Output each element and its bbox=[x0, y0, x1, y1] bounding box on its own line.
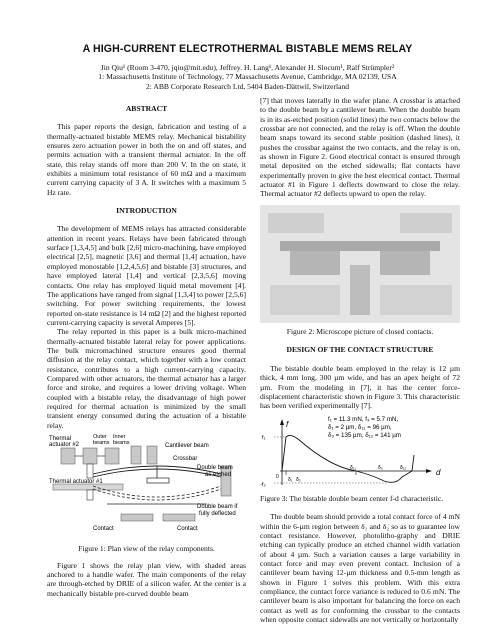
figure-3-caption: Figure 3: The bistable double beam center f-d characteristic. bbox=[260, 493, 444, 503]
label-d3: δ₃ bbox=[378, 464, 383, 471]
label-d12: δ₁₂ bbox=[400, 464, 407, 471]
contact-right bbox=[163, 514, 195, 521]
intro-paragraph-2: The relay reported in this paper is a bulk micro-machined thermally-actuated bistable lateral relay for power applications. The bulk micromachined structure ensures good thermal diffusion at the relay contact, which together with a low contact resistance, contributes to a high current-carrying capacity. Compared with other actuators, the thermal actuator has a larger force and stroke, and requires a lower driving voltage. When coupled with a bistable relay, the disadvantage of high power required for thermal actuation is minimized by the small transient energy consumed during the actuation of a bistable relay. bbox=[47, 327, 246, 430]
abstract-text: This paper reports the design, fabrication and testing of a thermally-actuated bistable MEMS relay. Mechanical bistability ensures zero actuation power in both the on and off states, and permits actuation with a transient thermal actuator. In the off state, this relay stands off more than 200 V. In the on state, it exhibits a minimum total resistance of 60 mΩ and a maximum current carrying capacity of 3 A. It switches with a maximum 5 Hz rate. bbox=[47, 122, 246, 197]
axis-label-f: f bbox=[286, 419, 289, 429]
fig3-equation-3: δ₃ = 135 µm, δ₁₂ = 141 µm bbox=[328, 431, 401, 439]
photo-structure bbox=[400, 213, 452, 233]
intro-paragraph-1: The development of MEMS relays has attracted considerable attention in recent years. Relays have been fabricated through surface [1,3,4,5] and bulk [2,6] micro-machining, have employed electrical [2,5], magnetic [3,6] and thermal [1,4] actuation, have employed monostable [1,2,4,5,6] and bistable [3] structures, and have employed lateral [1,4] and vertical [2,3,5,6] moving contacts. One relay has employed liquid metal movement [4]. The applications have ranged from signal [1,3,4] to power [2,5,6] switching. For power switching requirements, the lowest reported on-state resistance is 14 mΩ [2] and the highest reported current-carrying capacity is several Amperes [5]. bbox=[47, 224, 246, 327]
figure-2-caption: Figure 2: Microscope picture of closed contacts. bbox=[286, 327, 434, 337]
actuator-shuttle bbox=[87, 490, 93, 500]
fig3-equation-1: f₁ = 11.3 mN, f₃ = 5.7 mN, bbox=[328, 415, 399, 423]
label-db-deflected: Double beam if bbox=[197, 504, 238, 510]
fig3-equation-2: δ₁ = 2 µm, δ₁₁ = 96 µm, bbox=[328, 423, 392, 431]
design-paragraph-2: The double beam should provide a total contact force of 4 mN within the 6-µm region between δ₁ and δ₂ so as to guarantee low contact resistance. However, photolitho-graphy and DRIE etching can typically produce an etched channel width variation of about 4 µm. Such a variation causes a large variability in contact force and may even prevent contact. Inclusion of a cantilever beam having 12-µm thickness and 0.5-mm length as shown in Figure 1 solves this problem. With this extra compliance, the contact force variance is reduced to 0.6 mN. The cantilever beam is also important for balancing the force on each contact as well as for conforming the crossbar to the contacts when opposite contact sidewalls are not vertically or horizontally bbox=[260, 512, 460, 624]
design-heading: DESIGN OF THE CONTACT STRUCTURE bbox=[286, 345, 434, 355]
anchor-pad bbox=[105, 448, 119, 464]
crossbar bbox=[147, 478, 169, 483]
microscope-photo bbox=[260, 205, 460, 323]
figure-2 bbox=[260, 205, 460, 337]
axis-label-d: d bbox=[436, 467, 441, 477]
relay-plan-view-diagram bbox=[47, 434, 246, 542]
label-contact-right: Contact bbox=[177, 526, 198, 532]
right-column bbox=[260, 96, 460, 624]
label-db-deflected-2: fully deflected bbox=[199, 511, 236, 517]
label-thermal-actuator-2: Thermal bbox=[49, 436, 72, 442]
contact-left bbox=[121, 514, 153, 521]
label-contact-left: Contact bbox=[93, 526, 114, 532]
anchor-pad bbox=[61, 448, 75, 464]
actuator-shuttle bbox=[87, 464, 93, 478]
label-f1: f₁ bbox=[262, 434, 266, 441]
after-figure-1-text: Figure 1 shows the relay plan view, with shaded areas anchored to a handle wafer. The main components of the relay are through-etched by DRIE of a silicon wafer. At the center is a mechanically bistable pre-curved double beam bbox=[47, 560, 246, 598]
label-thermal-actuator-1: Thermal actuator #1 bbox=[49, 479, 103, 485]
d-axis-arrow bbox=[426, 469, 432, 473]
fd-characteristic-plot bbox=[260, 415, 460, 491]
left-column bbox=[47, 98, 246, 598]
photo-crossbar bbox=[280, 241, 440, 251]
affiliation-1: 1: Massachusetts Institute of Technology, 77 Massachusetts Avenue, Cambridge, MA 02139, USA bbox=[98, 72, 397, 82]
label-origin: 0 bbox=[276, 473, 279, 480]
fd-curve bbox=[282, 435, 414, 482]
abstract-heading: ABSTRACT bbox=[125, 104, 168, 113]
author-names: Jin Qiu¹ (Room 3-470, jqiu@mit.edu), Jeffrey. H. Lang¹, Alexander H. Slocum¹, Ralf Strümpler² bbox=[100, 63, 395, 72]
label-f3: -f₃ bbox=[260, 481, 266, 488]
beam-anchor bbox=[131, 446, 141, 464]
label-d11: δ₁₁ bbox=[350, 464, 357, 471]
label-d1: δ₁ bbox=[288, 476, 293, 483]
photo-structure bbox=[350, 265, 370, 315]
photo-contact-right bbox=[380, 251, 430, 275]
label-db-etched: Double beam bbox=[197, 465, 233, 471]
label-crossbar: Crossbar bbox=[173, 456, 198, 462]
label-d2: δ₂ bbox=[296, 476, 301, 483]
photo-contact-left bbox=[290, 251, 340, 275]
f-axis-arrow bbox=[280, 419, 284, 425]
figure-3 bbox=[260, 415, 460, 493]
photo-pad bbox=[270, 285, 340, 315]
double-beam-deflected bbox=[93, 489, 221, 500]
anchor-pad bbox=[83, 448, 97, 464]
beam-anchor bbox=[147, 446, 157, 464]
label-inner-beams-2: beams bbox=[113, 440, 130, 446]
affiliation-2: 2: ABB Corporate Research Ltd, 5404 Baden-Dättwil, Switzerland bbox=[145, 81, 350, 91]
label-inner-beams: Inner bbox=[113, 434, 126, 440]
label-outer-beams: Outer bbox=[93, 434, 107, 440]
design-paragraph-1: The bistable double beam employed in the relay is 12 µm thick, 4 mm long, 300 µm wide, and has an apex height of 72 µm. From the modeling in [7], it has the center force-displacement characteristic shown in Figure 3. This characteristic has been verified experimentally [7]. bbox=[260, 363, 460, 411]
author-block bbox=[0, 63, 495, 91]
photo-pad bbox=[380, 285, 452, 315]
label-outer-beams-2: beams bbox=[93, 440, 110, 446]
label-db-etched-2: as etched bbox=[205, 472, 232, 478]
paper-title: A HIGH-CURRENT ELECTROTHERMAL BISTABLE MEMS RELAY bbox=[82, 43, 413, 55]
label-cantilever: Cantilever beam bbox=[165, 443, 209, 449]
right-paragraph-top: [7] that moves laterally in the wafer plane. A crossbar is attached to the double beam by a cantilever beam. When the double beam is in its as-etched position (solid lines) the two contacts below the crossbar are not connected, and the relay is off. When the double beam snaps toward its second stable position (dashed lines), it pushes the crossbar against the two contacts, and the relay is on, as shown in Figure 2. Good electrical contact is ensured through metal deposited on the etched sidewalls; flat contacts have experimentally proven to give the best electrical contact. Thermal actuator #1 in Figure 1 deflects downward to close the relay. Thermal actuator #2 deflects upward to open the relay. bbox=[260, 96, 460, 199]
photo-structure bbox=[268, 213, 324, 233]
label-thermal-actuator-2b: actuator #2 bbox=[49, 442, 80, 448]
introduction-heading: INTRODUCTION bbox=[116, 206, 177, 216]
figure-1-caption: Figure 1: Plan view of the relay components. bbox=[78, 544, 215, 554]
figure-1 bbox=[47, 434, 246, 554]
